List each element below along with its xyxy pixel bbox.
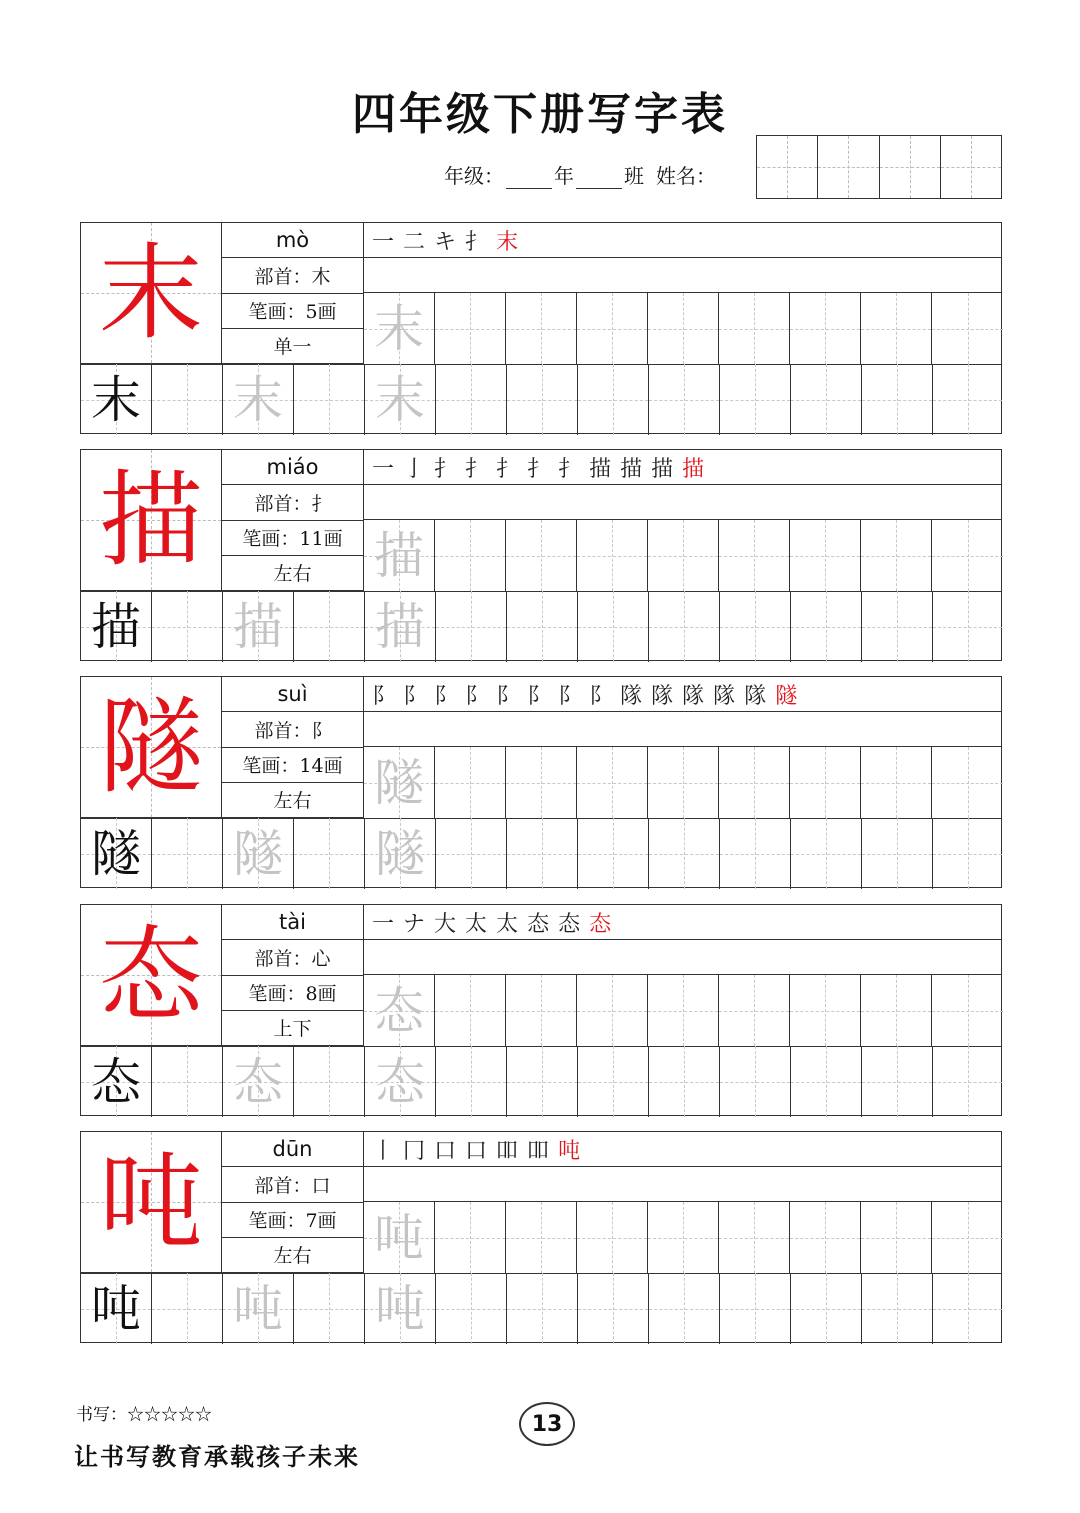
practice-cell[interactable]: [790, 293, 861, 364]
practice-cell[interactable]: [790, 747, 861, 818]
character-block: [80, 222, 1002, 434]
practice-cell[interactable]: [933, 1046, 1002, 1117]
radical: 部首：木: [222, 258, 363, 293]
stroke-step: 太: [465, 911, 488, 937]
stroke-step: キ: [434, 229, 457, 255]
example-glyph: 末: [91, 370, 141, 429]
practice-cell[interactable]: [648, 1202, 719, 1273]
class-unit: 班: [624, 164, 644, 188]
trace-cell[interactable]: [364, 747, 435, 818]
practice-cell[interactable]: [435, 1202, 506, 1273]
practice-cell[interactable]: [578, 1273, 649, 1344]
grade-blank[interactable]: [506, 166, 552, 189]
stroke-count: 笔画：5画: [222, 294, 363, 329]
stroke-step: 隧: [775, 683, 798, 709]
name-box[interactable]: [757, 136, 817, 198]
trace-glyph: 隧: [233, 824, 283, 883]
trace-cell[interactable]: [364, 1202, 435, 1273]
practice-cell[interactable]: [648, 293, 719, 364]
practice-cell[interactable]: [578, 364, 649, 435]
stroke-step: 扌: [434, 456, 457, 482]
practice-cell[interactable]: [436, 818, 507, 889]
stroke-step: 扌: [465, 456, 488, 482]
practice-cell[interactable]: [506, 747, 577, 818]
blank-line: [364, 1167, 1001, 1202]
practice-cell[interactable]: [649, 1273, 720, 1344]
practice-cell[interactable]: [720, 591, 791, 662]
practice-cell[interactable]: [578, 1046, 649, 1117]
model-character: [81, 223, 222, 364]
practice-cell[interactable]: [507, 364, 578, 435]
blank-line: [364, 712, 1001, 747]
blank-line: [364, 940, 1001, 975]
stroke-step: 口: [434, 1138, 457, 1164]
practice-cell[interactable]: [649, 364, 720, 435]
practice-cell[interactable]: [719, 975, 790, 1046]
practice-cell[interactable]: [932, 520, 1003, 591]
practice-cell[interactable]: [932, 1202, 1003, 1273]
model-character: [81, 905, 222, 1046]
practice-cell[interactable]: [933, 1273, 1002, 1344]
stroke-step: 描: [589, 456, 612, 482]
practice-cell[interactable]: [578, 818, 649, 889]
stroke-order: [364, 450, 1001, 485]
practice-cell[interactable]: [791, 591, 862, 662]
pinyin: mò: [222, 223, 363, 258]
practice-cell[interactable]: [506, 975, 577, 1046]
trace-cell[interactable]: [364, 520, 435, 591]
trace-glyph: 态: [375, 1052, 425, 1111]
practice-cell[interactable]: [862, 818, 933, 889]
page-number: 13: [519, 1402, 575, 1446]
stroke-step: 吅: [496, 1138, 519, 1164]
trace-cell[interactable]: [223, 591, 294, 662]
structure: 左右: [222, 1238, 363, 1273]
practice-cell[interactable]: [577, 975, 648, 1046]
stroke-step: 阝: [589, 683, 612, 709]
structure: 左右: [222, 783, 363, 818]
stroke-step: 态: [589, 911, 612, 937]
example-glyph: 态: [91, 1052, 141, 1111]
structure: 单一: [222, 329, 363, 364]
rating: 书写：☆☆☆☆☆: [76, 1405, 212, 1425]
practice-cell[interactable]: [861, 520, 932, 591]
practice-cell[interactable]: [861, 975, 932, 1046]
trace-glyph: 末: [374, 299, 424, 358]
trace-glyph: 隧: [374, 753, 424, 812]
blank-line: [364, 258, 1001, 293]
stroke-step: 丨: [372, 1138, 395, 1164]
blank-line: [364, 485, 1001, 520]
practice-cell[interactable]: [294, 818, 365, 889]
trace-glyph: 态: [233, 1052, 283, 1111]
practice-cell[interactable]: [932, 975, 1003, 1046]
stroke-step: 扌: [558, 456, 581, 482]
practice-cell[interactable]: [577, 293, 648, 364]
practice-cell[interactable]: [719, 293, 790, 364]
practice-cell[interactable]: [294, 591, 365, 662]
practice-cell[interactable]: [862, 591, 933, 662]
practice-cell[interactable]: [435, 975, 506, 1046]
example-cell[interactable]: [81, 1046, 152, 1117]
stroke-step: 亅: [403, 456, 426, 482]
example-cell[interactable]: [81, 364, 152, 435]
practice-cell[interactable]: [933, 818, 1002, 889]
stroke-step: 口: [465, 1138, 488, 1164]
stroke-step: 隊: [620, 683, 643, 709]
character-info: [222, 905, 364, 1046]
practice-cell[interactable]: [648, 975, 719, 1046]
practice-cell[interactable]: [861, 293, 932, 364]
example-cell[interactable]: [81, 818, 152, 889]
character-info: [222, 1132, 364, 1273]
practice-cell[interactable]: [506, 293, 577, 364]
practice-cell[interactable]: [436, 364, 507, 435]
practice-cell[interactable]: [506, 520, 577, 591]
slogan: 让书写教育承载孩子未来: [74, 1442, 360, 1471]
practice-cell[interactable]: [791, 1046, 862, 1117]
practice-cell[interactable]: [648, 747, 719, 818]
practice-cell[interactable]: [294, 364, 365, 435]
stroke-count: 笔画：8画: [222, 976, 363, 1011]
stroke-count: 笔画：14画: [222, 748, 363, 783]
practice-cell[interactable]: [578, 591, 649, 662]
name-box[interactable]: [940, 136, 1001, 198]
trace-cell[interactable]: [365, 1046, 436, 1117]
practice-cell[interactable]: [791, 1273, 862, 1344]
practice-cell[interactable]: [436, 591, 507, 662]
character-info: [222, 677, 364, 818]
practice-cell[interactable]: [932, 747, 1003, 818]
stroke-step: 大: [434, 911, 457, 937]
trace-cell[interactable]: [223, 818, 294, 889]
trace-glyph: 态: [374, 981, 424, 1040]
example-glyph: 描: [91, 597, 141, 656]
stroke-step: 一: [372, 229, 395, 255]
stroke-step: 态: [527, 911, 550, 937]
practice-cell[interactable]: [719, 1202, 790, 1273]
practice-cell[interactable]: [719, 520, 790, 591]
character-block: [80, 904, 1002, 1116]
stroke-step: 阝: [434, 683, 457, 709]
practice-cell[interactable]: [932, 293, 1003, 364]
practice-cell[interactable]: [862, 1273, 933, 1344]
practice-cell[interactable]: [790, 520, 861, 591]
stroke-step: 隊: [744, 683, 767, 709]
radical: 部首：阝: [222, 712, 363, 747]
practice-cell[interactable]: [294, 1046, 365, 1117]
name-label: 姓名：: [656, 164, 716, 188]
stroke-step: 二: [403, 229, 426, 255]
trace-glyph: 吨: [374, 1208, 424, 1267]
stroke-count: 笔画：11画: [222, 521, 363, 556]
stroke-step: 扌: [496, 456, 519, 482]
trace-cell[interactable]: [364, 975, 435, 1046]
trace-cell[interactable]: [365, 364, 436, 435]
radical: 部首：心: [222, 940, 363, 975]
practice-cell[interactable]: [720, 364, 791, 435]
practice-cell[interactable]: [719, 747, 790, 818]
practice-cell[interactable]: [436, 1273, 507, 1344]
stroke-step: 一: [372, 456, 395, 482]
practice-cell[interactable]: [152, 818, 223, 889]
practice-cell[interactable]: [861, 747, 932, 818]
name-box[interactable]: [817, 136, 878, 198]
practice-cell[interactable]: [649, 818, 720, 889]
stroke-step: 隊: [682, 683, 705, 709]
trace-glyph: 末: [375, 370, 425, 429]
example-glyph: 隧: [91, 824, 141, 883]
trace-cell[interactable]: [223, 1273, 294, 1344]
pinyin: tài: [222, 905, 363, 940]
character-info: [222, 450, 364, 591]
class-blank[interactable]: [576, 166, 622, 189]
example-cell[interactable]: [81, 591, 152, 662]
model-character-glyph: 吨: [98, 1141, 203, 1263]
model-character-glyph: 态: [98, 914, 203, 1036]
stroke-step: 描: [682, 456, 705, 482]
trace-cell[interactable]: [365, 1273, 436, 1344]
stroke-step: ナ: [403, 911, 426, 937]
pinyin: dūn: [222, 1132, 363, 1167]
practice-cell[interactable]: [791, 818, 862, 889]
practice-cell[interactable]: [507, 1046, 578, 1117]
trace-glyph: 末: [233, 370, 283, 429]
stroke-step: 隊: [651, 683, 674, 709]
page-title: 四年级下册写字表: [352, 89, 728, 140]
stroke-step: 末: [496, 229, 519, 255]
trace-cell[interactable]: [223, 1046, 294, 1117]
student-info: [444, 160, 716, 189]
stroke-step: 扌: [465, 229, 488, 255]
stroke-step: 阝: [465, 683, 488, 709]
practice-cell[interactable]: [152, 591, 223, 662]
practice-cell[interactable]: [435, 747, 506, 818]
stroke-step: 吅: [527, 1138, 550, 1164]
example-glyph: 吨: [91, 1279, 141, 1338]
practice-cell[interactable]: [152, 1273, 223, 1344]
trace-cell[interactable]: [364, 293, 435, 364]
stroke-step: 阝: [527, 683, 550, 709]
practice-cell[interactable]: [790, 975, 861, 1046]
stroke-step: 冂: [403, 1138, 426, 1164]
practice-cell[interactable]: [507, 818, 578, 889]
year-unit: 年: [554, 164, 574, 188]
stroke-order: [364, 905, 1001, 940]
stroke-count: 笔画：7画: [222, 1203, 363, 1238]
practice-cell[interactable]: [577, 520, 648, 591]
practice-cell[interactable]: [649, 1046, 720, 1117]
grade-label: 年级：: [444, 164, 504, 188]
practice-cell[interactable]: [436, 1046, 507, 1117]
stroke-step: 描: [620, 456, 643, 482]
structure: 左右: [222, 556, 363, 591]
stroke-step: 阝: [372, 683, 395, 709]
practice-cell[interactable]: [507, 591, 578, 662]
name-box[interactable]: [879, 136, 940, 198]
practice-cell[interactable]: [790, 1202, 861, 1273]
example-cell[interactable]: [81, 1273, 152, 1344]
model-character: [81, 450, 222, 591]
character-block: [80, 1131, 1002, 1343]
model-character-glyph: 末: [98, 232, 203, 354]
character-block: [80, 676, 1002, 888]
stroke-step: 太: [496, 911, 519, 937]
stroke-step: 吨: [558, 1138, 581, 1164]
stroke-order: [364, 677, 1001, 712]
stroke-step: 扌: [527, 456, 550, 482]
practice-cell[interactable]: [577, 1202, 648, 1273]
stroke-step: 一: [372, 911, 395, 937]
name-boxes[interactable]: [756, 135, 1002, 199]
trace-glyph: 描: [233, 597, 283, 656]
structure: 上下: [222, 1011, 363, 1046]
pinyin: miáo: [222, 450, 363, 485]
stroke-step: 阝: [403, 683, 426, 709]
trace-cell[interactable]: [365, 818, 436, 889]
radical: 部首：扌: [222, 485, 363, 520]
practice-cell[interactable]: [861, 1202, 932, 1273]
model-character: [81, 1132, 222, 1273]
character-block: [80, 449, 1002, 661]
practice-cell[interactable]: [862, 364, 933, 435]
practice-cell[interactable]: [648, 520, 719, 591]
practice-cell[interactable]: [152, 364, 223, 435]
practice-cell[interactable]: [720, 818, 791, 889]
stroke-step: 阝: [558, 683, 581, 709]
pinyin: suì: [222, 677, 363, 712]
radical: 部首：口: [222, 1167, 363, 1202]
practice-cell[interactable]: [791, 364, 862, 435]
trace-cell[interactable]: [223, 364, 294, 435]
practice-cell[interactable]: [862, 1046, 933, 1117]
practice-cell[interactable]: [294, 1273, 365, 1344]
model-character-glyph: 隧: [98, 686, 203, 808]
practice-cell[interactable]: [649, 591, 720, 662]
practice-cell[interactable]: [435, 293, 506, 364]
stroke-order: [364, 1132, 1001, 1167]
stroke-step: 描: [651, 456, 674, 482]
model-character: [81, 677, 222, 818]
model-character-glyph: 描: [98, 459, 203, 581]
stroke-step: 隊: [713, 683, 736, 709]
stroke-step: 态: [558, 911, 581, 937]
practice-cell[interactable]: [577, 747, 648, 818]
practice-cell[interactable]: [435, 520, 506, 591]
trace-glyph: 描: [375, 597, 425, 656]
trace-glyph: 描: [374, 526, 424, 585]
trace-cell[interactable]: [365, 591, 436, 662]
trace-glyph: 吨: [375, 1279, 425, 1338]
practice-cell[interactable]: [720, 1046, 791, 1117]
trace-glyph: 隧: [375, 824, 425, 883]
stroke-order: [364, 223, 1001, 258]
stroke-step: 阝: [496, 683, 519, 709]
practice-cell[interactable]: [506, 1202, 577, 1273]
practice-cell[interactable]: [933, 364, 1002, 435]
practice-cell[interactable]: [933, 591, 1002, 662]
practice-cell[interactable]: [152, 1046, 223, 1117]
practice-cell[interactable]: [507, 1273, 578, 1344]
practice-cell[interactable]: [720, 1273, 791, 1344]
character-info: [222, 223, 364, 364]
trace-glyph: 吨: [233, 1279, 283, 1338]
